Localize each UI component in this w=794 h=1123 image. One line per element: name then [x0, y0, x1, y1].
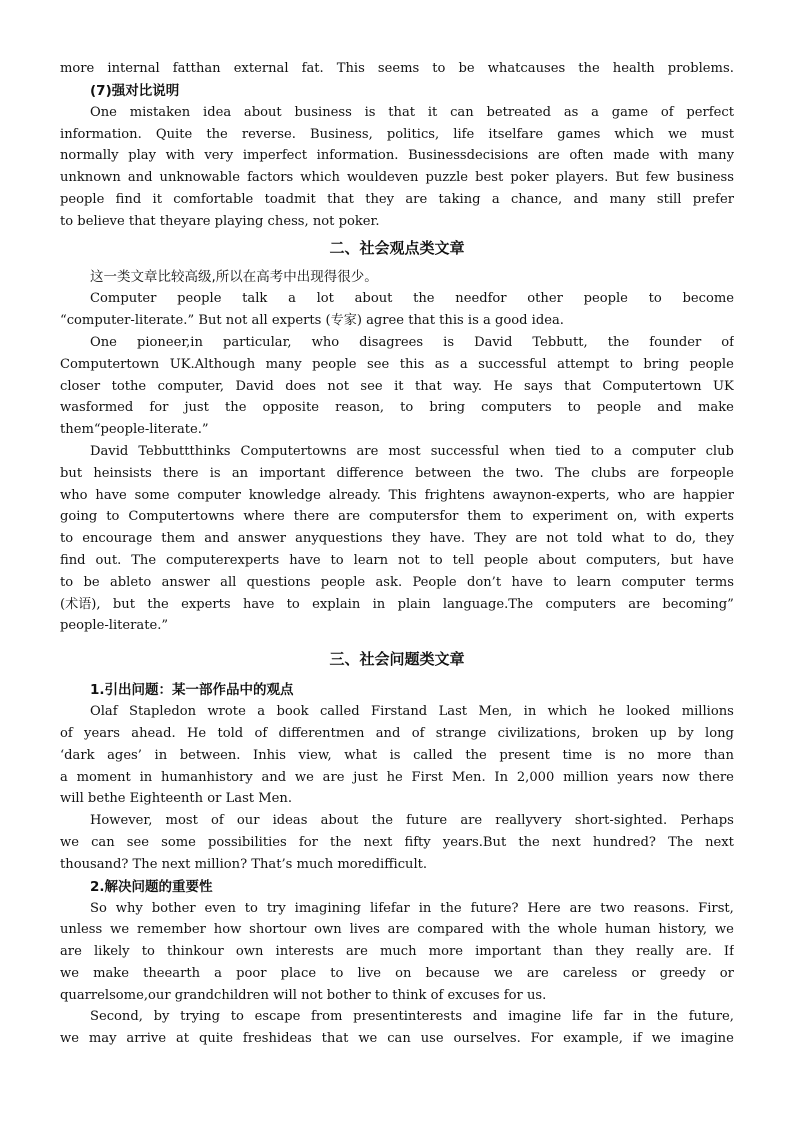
text-line: we make theearth a poor place to live on because we are careless or greedy or: [60, 965, 734, 981]
subheading-1: 1.引出问题：某一部作品中的观点: [90, 682, 294, 699]
text-line: going to Computertowns where there are computersfor them to experiment on, with experts: [60, 509, 734, 525]
text-line: people-literate.”: [60, 618, 169, 634]
paragraph: [60, 102, 734, 233]
text-line: to believe that theyare playing chess, not poker.: [60, 213, 380, 229]
text-line: who have some computer knowledge already. This frightens awaynon-experts, who are happier: [60, 487, 734, 503]
text-line: to encourage them and answer anyquestions they have. They are not told what to do, they: [60, 531, 734, 547]
text-line: we may arrive at quite freshideas that we can use ourselves. For example, if we imagine: [60, 1031, 734, 1047]
text-line: So why bother even to try imagining lifefar in the future? Here are two reasons. First,: [90, 900, 734, 916]
text-line: people find it comfortable toadmit that they are taking a chance, and many still prefer: [60, 191, 734, 207]
text-line: unless we remember how shortour own lives are compared with the whole human history, we: [60, 922, 734, 938]
section-heading-3: 三、社会问题类文章: [329, 650, 465, 669]
paragraph: [60, 441, 734, 637]
text-line: a moment in humanhistory and we are just he First Men. In 2,000 million years now there: [60, 769, 734, 785]
text-line: Computertown UK.Although many people see this as a successful attempt to bring people: [60, 356, 734, 372]
text-line: will bethe Eighteenth or Last Men.: [60, 791, 292, 807]
text-line: are likely to thinkour own interests are much more important than they really are. If: [60, 944, 734, 960]
text-line: unknown and unknowable factors which wouldeven puzzle best poker players. But few business: [60, 170, 734, 186]
text-line: normally play with very imperfect information. Businessdecisions are often made with many: [60, 148, 734, 164]
text-line: more internal fatthan external fat. This seems to be whatcauses the health problems.: [60, 61, 734, 76]
text-line: to be ableto answer all questions people ask. People don’t have to learn computer terms: [60, 574, 734, 590]
subheading-2: 2.解决问题的重要性: [90, 878, 213, 895]
text-line: find out. The computerexperts have to learn not to tell people about computers, but have: [60, 552, 734, 568]
text-line: wasformed for just the opposite reason, to bring computers to people and make: [60, 400, 734, 416]
text-line: Second, by trying to escape from presentinterests and imagine life far in the future,: [90, 1009, 734, 1025]
text-line: them“people-literate.”: [60, 422, 209, 438]
text-line: of years ahead. He told of differentmen and of strange civilizations, broken up by long: [60, 725, 734, 741]
paragraph: [60, 58, 734, 80]
paragraph: [60, 332, 734, 441]
text-line: thousand? The next million? That’s much moredifficult.: [60, 856, 428, 872]
text-line: However, most of our ideas about the future are reallyvery short-sighted. Perhaps: [90, 813, 734, 829]
intro-line: 这一类文章比较高级,所以在高考中出现得很少。: [90, 268, 378, 285]
text-line: but heinsists there is an important difference between the two. The clubs are forpeople: [60, 465, 734, 481]
text-line: Computer people talk a lot about the needfor other people to become: [90, 291, 734, 307]
text-line: quarrelsome,our grandchildren will not bother to think of excuses for us.: [60, 987, 547, 1003]
paragraph: [60, 898, 734, 1007]
text-line: information. Quite the reverse. Business, politics, life itselfare games which we must: [60, 126, 734, 142]
subheading-7: (7)强对比说明: [90, 82, 180, 99]
text-line: One mistaken idea about business is that it can betreated as a game of perfect: [90, 104, 734, 120]
paragraph: [60, 288, 734, 332]
document-page: [60, 58, 734, 1050]
text-line: Olaf Stapledon wrote a book called Firstand Last Men, in which he looked millions: [90, 704, 734, 720]
text-line: closer tothe computer, David does not see it that way. He says that Computertown UK: [60, 378, 734, 394]
text-line: ‘dark ages’ in between. Inhis view, what is called the present time is no more than: [60, 747, 734, 763]
paragraph: [60, 1006, 734, 1050]
section-heading-2: 二、社会观点类文章: [329, 238, 465, 257]
text-line: David Tebbuttthinks Computertowns are most successful when tied to a computer club: [90, 443, 734, 459]
text-line: One pioneer,in particular, who disagrees is David Tebbutt, the founder of: [90, 334, 734, 350]
paragraph: [60, 701, 734, 810]
text-line: “computer-literate.” But not all experts (专家) agree that this is a good idea.: [60, 313, 564, 329]
text-line: we can see some possibilities for the next fifty years.But the next hundred? The next: [60, 834, 734, 850]
paragraph: [60, 810, 734, 875]
text-line: (术语), but the experts have to explain in plain language.The computers are becoming”: [60, 596, 734, 612]
